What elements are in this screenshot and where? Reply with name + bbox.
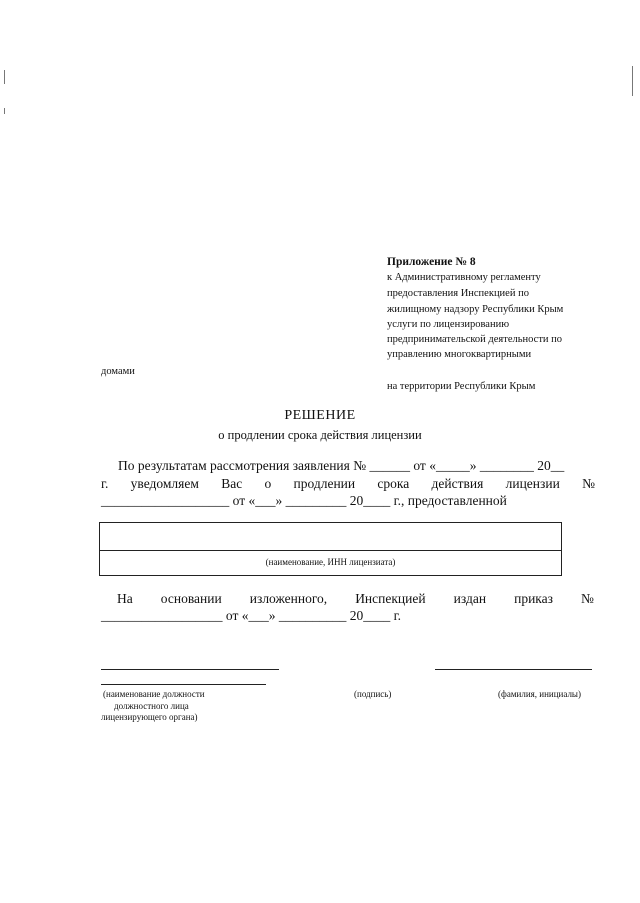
appendix-line: жилищному надзору Республики Крым bbox=[387, 304, 564, 315]
position-underline bbox=[101, 684, 266, 685]
document-title: РЕШЕНИЕ bbox=[284, 408, 356, 423]
position-label-line3: лицензирующего органа) bbox=[101, 712, 198, 722]
licensee-box-divider bbox=[100, 550, 561, 551]
appendix-line: к Административному регламенту bbox=[387, 272, 541, 283]
word: изложенного, bbox=[249, 591, 328, 606]
word: действия bbox=[431, 476, 484, 491]
word: № bbox=[581, 591, 594, 606]
word: лицензии bbox=[505, 476, 560, 491]
position-label-line1: (наименование должности bbox=[103, 689, 205, 699]
word: приказ bbox=[514, 591, 553, 606]
paragraph2-line2: __________________ от «___» __________ 20____ г. bbox=[101, 608, 401, 623]
word: Инспекцией bbox=[355, 591, 426, 606]
appendix-line: управлению многоквартирными bbox=[387, 349, 532, 360]
word: Вас bbox=[221, 476, 243, 491]
word: издан bbox=[453, 591, 487, 606]
word: г. bbox=[101, 476, 109, 491]
paragraph1-line3: ___________________ от «___» _________ 20____ г., предоставленной bbox=[101, 493, 507, 508]
appendix-line: предпринимательской деятельности по bbox=[387, 334, 563, 345]
paragraph1-line1: По результатам рассмотрения заявления № ______ от «_____» ________ 20__ bbox=[118, 458, 565, 473]
scan-edge-mark bbox=[4, 108, 5, 114]
appendix-line: услуги по лицензированию bbox=[387, 319, 510, 330]
word: № bbox=[582, 476, 595, 491]
appendix-left-word: домами bbox=[101, 366, 135, 377]
name-label: (фамилия, инициалы) bbox=[498, 689, 581, 699]
word: продлении bbox=[293, 476, 356, 491]
paragraph2-line1 bbox=[117, 591, 594, 607]
word: На bbox=[117, 591, 133, 606]
word: срока bbox=[377, 476, 410, 491]
name-signature-line bbox=[435, 669, 592, 670]
word: основании bbox=[160, 591, 222, 606]
position-label-line2: должностного лица bbox=[114, 701, 189, 711]
position-signature-line bbox=[101, 669, 279, 670]
signature-label: (подпись) bbox=[354, 689, 392, 699]
appendix-line: предоставления Инспекцией по bbox=[387, 288, 529, 299]
document-subtitle: о продлении срока действия лицензии bbox=[218, 428, 422, 442]
licensee-box[interactable] bbox=[99, 522, 562, 576]
scan-edge-mark bbox=[4, 70, 5, 84]
word: о bbox=[264, 476, 272, 491]
appendix-territory: на территории Республики Крым bbox=[387, 381, 536, 392]
word: уведомляем bbox=[130, 476, 199, 491]
scan-edge-mark bbox=[632, 66, 633, 96]
paragraph1-line2 bbox=[101, 476, 595, 492]
licensee-box-caption: (наименование, ИНН лицензиата) bbox=[265, 557, 396, 567]
appendix-title: Приложение № 8 bbox=[387, 256, 476, 268]
